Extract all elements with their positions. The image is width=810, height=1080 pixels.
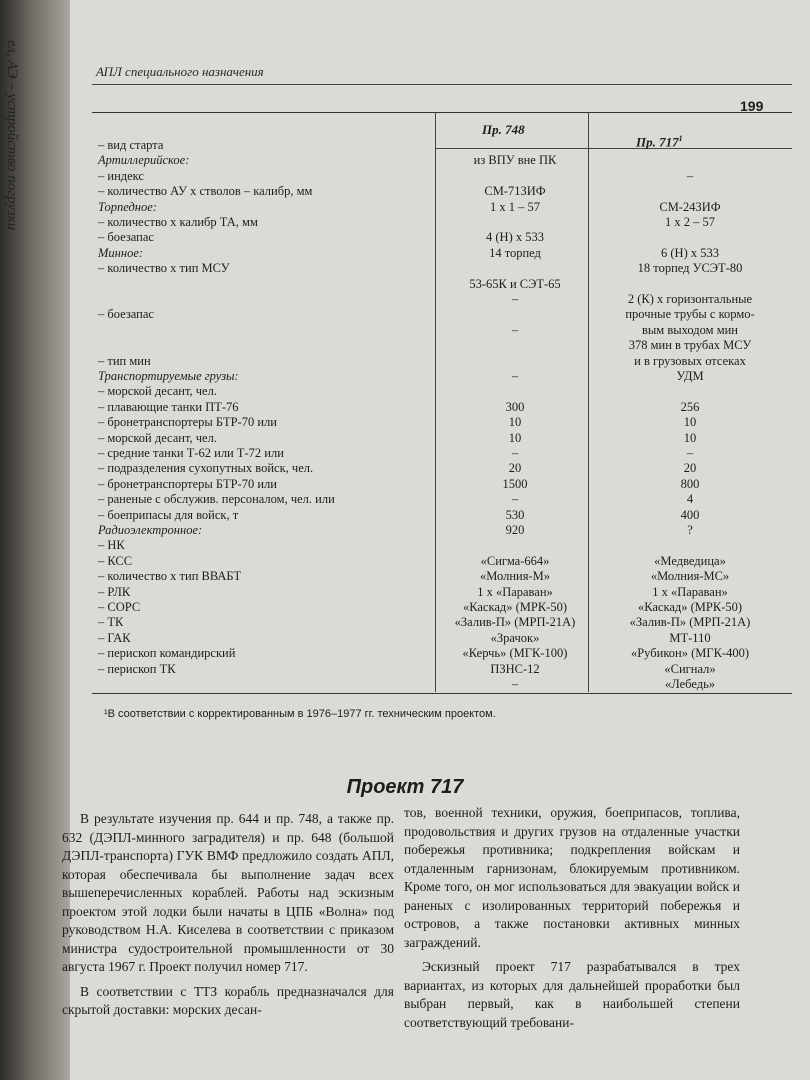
table-cell-717: 10 <box>683 415 697 430</box>
paragraph: В соответствии с ТТЗ корабль предназначался для скрытой доставки: морских десан- <box>62 983 394 1017</box>
table-cell-717: СМ-24ЗИФ <box>659 199 721 214</box>
table-cell-717: 256 <box>680 399 700 414</box>
table-divider-1 <box>435 112 436 692</box>
table-cell-717: 20 <box>683 461 697 476</box>
table-cell-748: 1500 <box>502 476 528 491</box>
table-cell-748: – <box>511 677 519 691</box>
table-row-label: – морской десант, чел. <box>98 384 217 399</box>
table-cell-748: «Каскад» (МРК-50) <box>462 600 568 614</box>
table-row-label: – морской десант, чел. <box>98 430 217 445</box>
table-cell-748: 10 <box>508 430 522 445</box>
table-cell-717: 800 <box>680 476 700 491</box>
table-cell-717: 6 (Н) х 533 <box>661 245 719 260</box>
table-cell-748: «Молния-М» <box>479 569 551 584</box>
table-header-rule <box>435 148 792 149</box>
paragraph: В результате изучения пр. 644 и пр. 748, а также пр. 632 (ДЭПЛ-минного заградителя) и пр. 648 (большой ДЭПЛ-транспорта) ГУК ВМФ предложило создать АПЛ, которая обеспечивала бы выполнение задач всех вышеперечисленных кораблей. Работы над эскизным проектом этой лодки были начаты в ЦПБ «Волна» под руководством Н.А. Киселева в соответствии с приказом министра судостроительной промышленности от 30 августа 1967 г. Проект получил номер 717. <box>62 811 394 974</box>
table-row-label: – количество х тип ВВАБТ <box>98 569 242 584</box>
table-cell-748: – <box>511 492 519 507</box>
table-row-label: – вид старта <box>98 138 164 152</box>
table-row-label: – бронетранспортеры БТР-70 или <box>98 476 277 491</box>
table-cell-748: ПЗНС-12 <box>490 661 540 676</box>
table-cell-748: 53-65К и СЭТ-65 <box>469 276 561 291</box>
header-rule <box>92 84 792 85</box>
table-row-label: – ТК <box>98 615 124 630</box>
table-cell-717: прочные трубы с кормо- <box>625 307 755 322</box>
table-cell-748: 1 х 1 – 57 <box>490 199 540 214</box>
table-cell-748: «Зрачок» <box>490 630 540 645</box>
paragraph: тов, военной техники, оружия, боеприпасов, топлива, продовольствия и других грузов на отдаленные участки побережья противника; подкрепления войскам и отдаленным гарнизонам, блокируемым противником. Кроме того, он мог использоваться для эвакуации войск и раненых с изолированных территорий побережья и островов, а также постановки активных минных заграждений. <box>404 805 740 950</box>
table-cell-717: 10 <box>683 430 697 445</box>
table-cell-717: 2 (К) х горизонтальные <box>627 292 753 306</box>
table-row-label: Транспортируемые грузы: <box>98 369 239 383</box>
table-row-label: – количество х тип МСУ <box>98 261 230 276</box>
table-cell-717: «Залив-П» (МРП-21А) <box>629 615 751 630</box>
table-cell-717: – <box>686 446 694 460</box>
text-column-left <box>62 810 394 1026</box>
table-cell-717: 400 <box>680 507 700 522</box>
table-cell-748: 10 <box>508 415 522 430</box>
table-row-label: – СОРС <box>98 600 141 614</box>
table-cell-748: СМ-71ЗИФ <box>484 184 546 199</box>
table-cell-717: – <box>686 168 694 183</box>
table-row-label: – ГАК <box>98 630 131 645</box>
page-number: 199 <box>740 98 764 114</box>
table-cell-748: 530 <box>505 507 525 522</box>
table-row-label: Радиоэлектронное: <box>98 523 203 537</box>
table-cell-717: ? <box>687 523 693 537</box>
table-row-label: – боеприпасы для войск, т <box>98 507 239 522</box>
table-cell-748: «Залив-П» (МРП-21А) <box>454 615 576 630</box>
table-row-label: Артиллерийское: <box>98 153 190 168</box>
table-cell-748: – <box>511 292 519 306</box>
table-cell-717: «Рубикон» (МГК-400) <box>630 646 749 661</box>
table-header-717: Пр. $717^1$ <box>636 134 683 150</box>
text-column-right <box>404 804 740 1038</box>
table-cell-717: «Медведица» <box>654 553 726 568</box>
table-row-label: – раненые с обслужив. персоналом, чел. или <box>98 492 335 507</box>
table-cell-717: 18 торпед УСЭТ-80 <box>637 261 743 276</box>
table-cell-717: 1 х 2 – 57 <box>665 215 715 229</box>
table-row-label: – подразделения сухопутных войск, чел. <box>98 461 314 476</box>
table-cell-748: – <box>511 369 519 383</box>
table-row-label: – перископ ТК <box>98 661 176 676</box>
table-row-label: – боезапас <box>98 230 154 245</box>
table-cell-717: «Лебедь» <box>664 677 716 691</box>
table-row-label: – НК <box>98 538 125 553</box>
table-cell-748: 20 <box>508 461 522 476</box>
table-row-label: – РЛК <box>98 584 131 599</box>
table-cell-748: 4 (Н) х 533 <box>486 230 544 245</box>
table-cell-717: «Каскад» (МРК-50) <box>637 600 743 614</box>
table-header-748: Пр. 748 <box>482 122 525 137</box>
table-cell-717: МТ-110 <box>669 630 711 645</box>
table-row-label: – перископ командирский <box>98 646 236 661</box>
table-cell-717: и в грузовых отсеках <box>634 353 746 368</box>
table-cell-748: 14 торпед <box>489 245 541 260</box>
table-row-label: Торпедное: <box>98 199 157 214</box>
table-cell-748: 300 <box>505 399 525 414</box>
table-row-label: – бронетранспортеры БТР-70 или <box>98 415 277 430</box>
table-row-label: – количество АУ х стволов – калибр, мм <box>98 184 313 199</box>
paragraph: Эскизный проект 717 разрабатывался в трех вариантах, из которых для дальнейшей проработки был выбран первый, как в наибольшей степени соответствующий требовани- <box>404 959 740 1030</box>
table-row-label: – средние танки Т-62 или Т-72 или <box>98 446 284 460</box>
table-cell-717: 1 х «Параван» <box>652 584 728 599</box>
table-cell-748: 920 <box>505 523 525 537</box>
table-cell-717: 378 мин в трубах МСУ <box>628 338 752 353</box>
table-row-label: – боезапас <box>98 307 154 322</box>
table-cell-717: «Молния-МС» <box>650 569 730 584</box>
facing-page-edge-text: ел, АЭ – устройство погрузки <box>4 40 20 231</box>
running-head: АПЛ специального назначения <box>96 64 264 79</box>
table-cell-717: 4 <box>686 492 694 507</box>
table-row-label: – тип мин <box>98 353 151 368</box>
table-cell-748: «Сигма-664» <box>480 553 550 568</box>
table-row-label: Минное: <box>98 245 144 260</box>
table-cell-717: УДМ <box>676 369 704 383</box>
table-cell-748: – <box>511 446 519 460</box>
table-row-label: – КСС <box>98 553 133 568</box>
table-row-label: – индекс <box>98 168 144 183</box>
table-row-label: – количество х калибр ТА, мм <box>98 215 258 229</box>
table-cell-748: 1 х «Параван» <box>477 584 553 599</box>
table-cell-717: «Сигнал» <box>664 661 716 676</box>
table-cell-748: – <box>511 322 519 337</box>
page-fold <box>0 0 70 1080</box>
table-cell-717: вым выходом мин <box>642 322 738 337</box>
table-cell-748: из ВПУ вне ПК <box>473 153 557 168</box>
footnote: ¹В соответствии с корректированным в 1976–1977 гг. техническим проектом. <box>104 708 496 720</box>
table-cell-748: «Керчь» (МГК-100) <box>462 646 568 661</box>
table-row-label: – плавающие танки ПТ-76 <box>98 399 239 414</box>
section-title: Проект 717 <box>346 776 464 798</box>
